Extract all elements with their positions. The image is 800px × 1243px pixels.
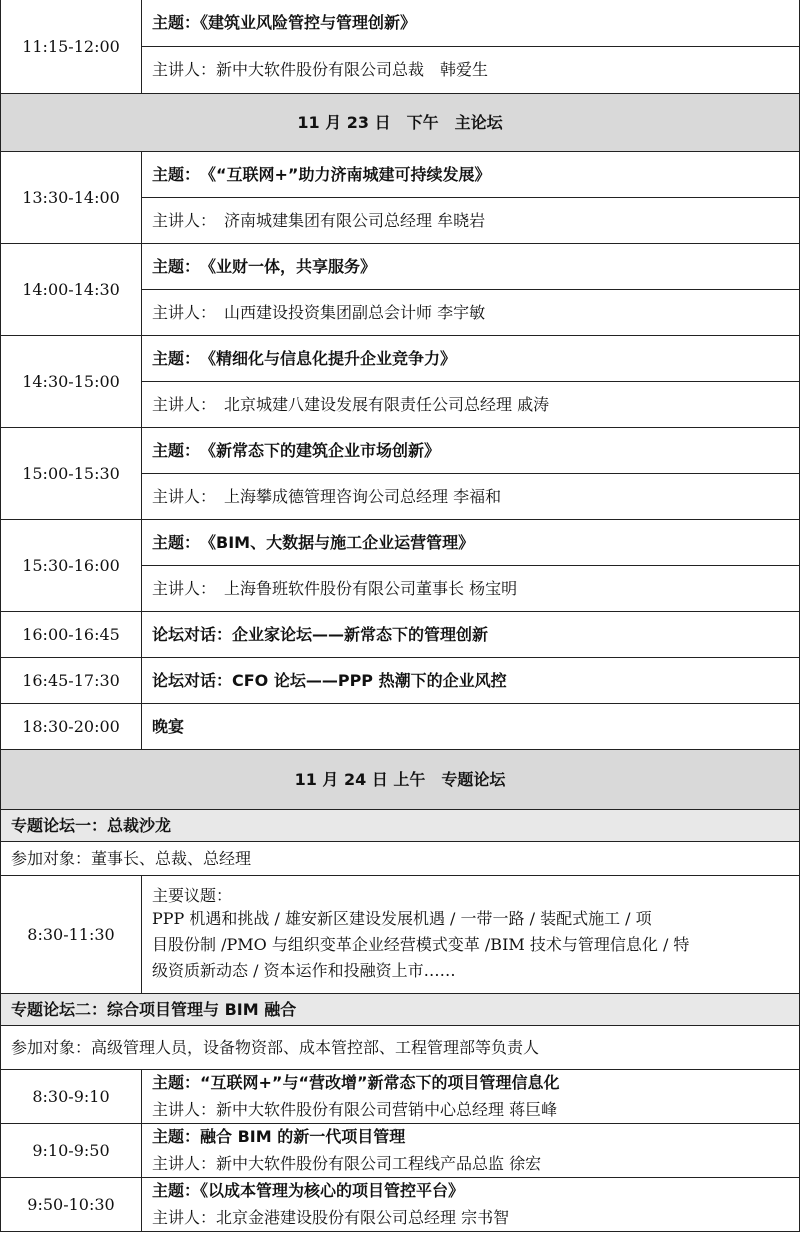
session-speaker: 主讲人： 济南城建集团有限公司总经理 牟晓岩 [142, 198, 800, 244]
section-header [1, 94, 800, 152]
session-topic: 主题： 《新常态下的建筑企业市场创新》 [142, 428, 800, 474]
forum-audience-row [1, 1026, 800, 1070]
dialog-time: 16:00-16:45 [1, 612, 142, 658]
table-row [1, 336, 800, 382]
table-row [1, 658, 800, 704]
session-topic: 主题：《以成本管理为核心的项目管控平台》 [142, 1178, 800, 1205]
forum-audience: 参加对象：董事长、总裁、总经理 [1, 842, 800, 876]
session-time: 11:15-12:00 [1, 0, 142, 94]
table-row [1, 704, 800, 750]
table-row [1, 612, 800, 658]
session-time: 9:50-10:30 [1, 1178, 142, 1232]
session-time: 15:00-15:30 [1, 428, 142, 520]
session-topic: 主题： 《业财一体，共享服务》 [142, 244, 800, 290]
dialog-text: 论坛对话：CFO 论坛——PPP 热潮下的企业风控 [142, 658, 800, 704]
agenda-line: 级资质新动态 / 资本运作和投融资上市…… [152, 960, 456, 980]
session-speaker: 主讲人：新中大软件股份有限公司总裁 韩爱生 [142, 47, 800, 94]
session-time: 15:30-16:00 [1, 520, 142, 612]
table-row [1, 1178, 800, 1205]
section-header-title: 11 月 23 日 下午 主论坛 [1, 94, 800, 152]
dialog-time: 16:45-17:30 [1, 658, 142, 704]
section-header [1, 750, 800, 810]
agenda-line: PPP 机遇和挑战 / 雄安新区建设发展机遇 / 一带一路 / 装配式施工 / 项 [152, 908, 652, 928]
session-speaker: 主讲人： 上海攀成德管理咨询公司总经理 李福和 [142, 474, 800, 520]
session-speaker: 主讲人：新中大软件股份有限公司营销中心总经理 蒋巨峰 [142, 1097, 800, 1124]
forum-agenda [142, 876, 800, 994]
session-time: 14:30-15:00 [1, 336, 142, 428]
forum-audience: 参加对象：高级管理人员，设备物资部、成本管控部、工程管理部等负责人 [1, 1026, 800, 1070]
forum-title-row [1, 810, 800, 842]
session-topic: 主题： 《精细化与信息化提升企业竞争力》 [142, 336, 800, 382]
session-time: 13:30-14:00 [1, 152, 142, 244]
session-speaker: 主讲人：北京金港建设股份有限公司总经理 宗书智 [142, 1205, 800, 1232]
forum-title: 专题论坛一：总裁沙龙 [1, 810, 800, 842]
dialog-text: 论坛对话：企业家论坛——新常态下的管理创新 [142, 612, 800, 658]
table-row [1, 152, 800, 198]
section-header-title: 11 月 24 日 上午 专题论坛 [1, 750, 800, 810]
session-time: 9:10-9:50 [1, 1124, 142, 1178]
agenda-label: 主要议题： [152, 885, 233, 905]
dialog-text: 晚宴 [142, 704, 800, 750]
forum-title: 专题论坛二：综合项目管理与 BIM 融合 [1, 994, 800, 1026]
table-row [1, 0, 800, 47]
forum-audience-row [1, 842, 800, 876]
session-topic: 主题：“互联网+”与“营改增”新常态下的项目管理信息化 [142, 1070, 800, 1097]
table-row [1, 520, 800, 566]
agenda-line: 目股份制 /PMO 与组织变革企业经营模式变革 /BIM 技术与管理信息化 / 特 [152, 934, 690, 954]
session-speaker: 主讲人：新中大软件股份有限公司工程线产品总监 徐宏 [142, 1151, 800, 1178]
table-row [1, 876, 800, 994]
table-row [1, 1070, 800, 1097]
dialog-time: 18:30-20:00 [1, 704, 142, 750]
table-row [1, 244, 800, 290]
session-topic: 主题： 《BIM、大数据与施工企业运营管理》 [142, 520, 800, 566]
session-speaker: 主讲人： 北京城建八建设发展有限责任公司总经理 戚涛 [142, 382, 800, 428]
session-time: 8:30-9:10 [1, 1070, 142, 1124]
table-row [1, 1124, 800, 1151]
session-time: 14:00-14:30 [1, 244, 142, 336]
forum-time: 8:30-11:30 [1, 876, 142, 994]
session-topic: 主题： 《“互联网+”助力济南城建可持续发展》 [142, 152, 800, 198]
session-topic: 主题：融合 BIM 的新一代项目管理 [142, 1124, 800, 1151]
table-row [1, 428, 800, 474]
forum-title-row [1, 994, 800, 1026]
session-topic: 主题：《建筑业风险管控与管理创新》 [142, 0, 800, 47]
session-speaker: 主讲人： 上海鲁班软件股份有限公司董事长 杨宝明 [142, 566, 800, 612]
session-speaker: 主讲人： 山西建设投资集团副总会计师 李宇敏 [142, 290, 800, 336]
